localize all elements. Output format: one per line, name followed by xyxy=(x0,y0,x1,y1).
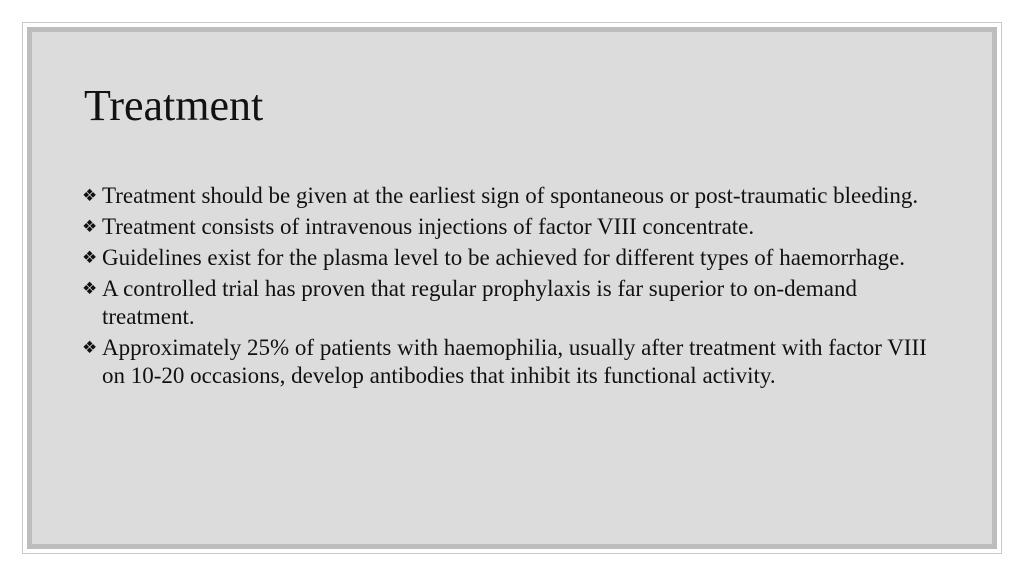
diamond-bullet-icon: ❖ xyxy=(82,186,98,206)
bullet-item xyxy=(82,334,952,390)
bullet-text: A controlled trial has proven that regular prophylaxis is far superior to on-demand treatment. xyxy=(102,276,857,329)
slide-outer-border xyxy=(22,22,1002,554)
diamond-bullet-icon: ❖ xyxy=(82,248,98,268)
diamond-bullet-icon: ❖ xyxy=(82,217,98,237)
bullet-text: Treatment should be given at the earliest sign of spontaneous or post-traumatic bleeding. xyxy=(102,183,919,208)
bullet-item xyxy=(82,213,952,241)
bullet-item xyxy=(82,275,952,331)
bullet-item xyxy=(82,244,952,272)
bullet-text: Approximately 25% of patients with haemophilia, usually after treatment with factor VIII on 10-20 occasions, develop antibodies that inhibit its functional activity. xyxy=(102,335,927,388)
slide xyxy=(27,27,997,549)
diamond-bullet-icon: ❖ xyxy=(82,279,98,299)
diamond-bullet-icon: ❖ xyxy=(82,338,98,358)
bullet-text: Guidelines exist for the plasma level to be achieved for different types of haemorrhage. xyxy=(102,245,906,270)
bullet-list xyxy=(82,182,952,393)
slide-title: Treatment xyxy=(84,81,264,130)
bullet-text: Treatment consists of intravenous injections of factor VIII concentrate. xyxy=(102,214,755,239)
bullet-item xyxy=(82,182,952,210)
